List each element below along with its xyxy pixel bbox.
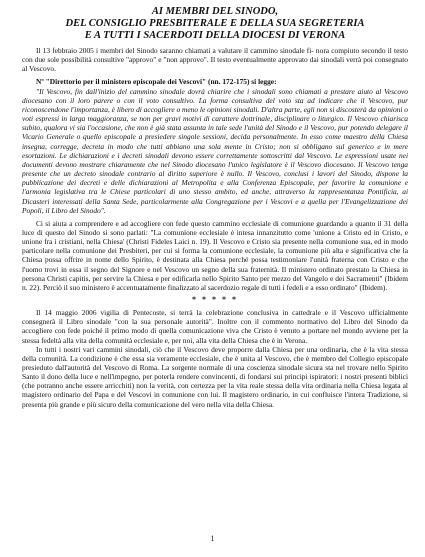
header-line-2: DEL CONSIGLIO PRESBITERALE E DELLA SUA SEGRETERIA bbox=[65, 18, 365, 29]
paragraph-intro: Il 13 febbraio 2005 i membri del Sinodo saranno chiamati a valutare il cammino sinodale fi- nora compiuto secondo il testo con due sole possibilità consultive "approvo" e "non approvo". Il testo eventualmente approvato dai sinodali verrà poi consegnato al Vescovo. bbox=[22, 46, 408, 74]
paragraph-magisterium: In tutti i nostri vari cammini sinodali, ciò che il Vescovo deve proporre dalla Chiesa per una ordinaria, che è la vita stessa della comunità. La condizione è che essa sia veramente ecclesiale, che è unita al Vescovo, che è membro del Collegio episcopale presieduto dall'autorità del Vescovo di Roma. La sorgente normale di una coscienza sinodale sicura sta nel trovare nello Spirito Santo il dono della luce e nell'impegno, per poterla rendere convincenti, di fondarsi sui principi ispiratori: i nostri presenti biblici (che potranno anche essere arricchiti) non la verità, con certezza per la vita reale stessa della vita ordinaria nella Chiesa legata al magistero ordinario del Papa e del Vescovi in comunione con lui. Il magistero ordinario, in cui confluisce l'intera Tradizione, si presenta più grande e più sicuro della comunicazione del vero nella vita della Chiesa. bbox=[22, 344, 408, 409]
paragraph-communion: Ci si aiuta a comprendere e ad accogliere con fede questo cammino ecclesiale di comunione guardando a quanto il 31 della luce di questo del Sinodo si sono parlati: "La comunione ecclesiale è intesa innanzitutto come 'unione a Cristo ed in Cristo, e unione fra i cristiani, nella Chiesa' (Christi Fideles Laici n. 19). Il Vescovo e Cristo sia presente nella comunione sua, ed in modo particolare nella comunione dei Presbiteri, per cui si forma la comunione ecclesiale, la comunione più alta e significativa che la Chiesa possa offrire in nome dello Spirito, è destinata alla Chiesa perché possa testimoniare l'unità fraterna con Cristo e che l'uomo trovi in essa il segno del Signore e nel Vescovo un segno della sua fraternità. Il ministero ordinato prestato la Chiesa in persona Christi capitis, per servire la Chiesa e per edificarla nello Spirito Santo per mezzo del Vangelo e dei Sacramenti" (Ibidem n. 22). Perciò il suo ministero è accentuatamente finalizzato al sacerdozio regale di tutti i fedeli e a esso ordinato" (Ibidem). bbox=[22, 218, 408, 292]
paragraph-directory-quote: "Il Vescovo, fin dall'inizio del cammino sinodale dovrà chiarire che i sinodali sono chiamati a prestare aiuto al Vescovo diocesano con il loro parere o con il voto consultivo. La forma consultiva del voto sta ad indicare che il Vescovo, pur riconoscendone l'importanza, è libero di accogliere o meno le opinioni sinodali. D'altra parte, egli non si discosterà da opinioni o voti espressi in larga maggioranza, se non per gravi motivi di carattere dottrinale, disciplinare o liturgico. Il Vescovo chiarisca subito, qualora vi sia l'occasione, che non è già stata assunta in tale sede l'unità del Sinodo e il Vescovo, pur potendo delegare il Vicario Generale o quello episcopale a presiedere singole sessioni, decida personalmente. In esso come maestro della Chiesa insegna, corregge, decreta in modo che tutti abbiano una sola mente in Cristo; non si obbligano sul generico e in mere esortazioni. Le dichiarazioni e i decreti sinodali devono essere correttamente sottoscritti dal Vescovo. Le espressioni usate nei documenti devono mostrare chiaramente che nel Sinodo diocesano l'unico legislatore è il Vescovo diocesano. Il Vescovo tenga presente che un decreto sinodale contrario al diritto superiore è nullo. Il Vescovo, conclusi i lavori del Sinodo, dispone la pubblicazione dei decreti e delle dichiarazioni al Metropolita e alla Conferenza Episcopale, per favorire la comunione e l'armonia legislativa tra le Chiese particolari di uno stesso ambito, ed anche, attraverso la rappresentanza Pontificia, ai Dicasteri interessati della Santa Sede, particolarmente alla Congregazione per i Vescovi e a quella per l'Evangelizzazione dei Popoli, il Libro del Sinodo". bbox=[22, 86, 408, 215]
document-page bbox=[22, 6, 408, 409]
header-line-3: E A TUTTI I SACERDOTI DELLA DIOCESI DI VERONA bbox=[84, 30, 346, 41]
page-number: 1 bbox=[210, 534, 215, 543]
paragraph-celebration: Il 14 maggio 2006 vigilia di Pentecoste, si terrà la celebrazione conclusiva in cattedrale e il Vescovo ufficialmente consegnerà il Libro sinodale "con la sua personale autorità". Inoltre con il commento normativo del Libro del Sinodo da accogliere con fede poiché il primo modo di quella comunicazione viva che Cristo è venuto a portare nel mondo avviene per la stessa fedeltà alla vita della comunità ecclesiale e, per noi, alla vita della Chiesa che è in Verona. bbox=[22, 308, 408, 345]
section-separator: * * * * * bbox=[192, 295, 238, 305]
header-line-1: AI MEMBRI DEL SINODO, bbox=[151, 6, 279, 17]
document-header bbox=[22, 6, 408, 42]
paragraph-directory-heading: Nº "Direttorio per il ministero episcopale dei Vescovi" (nn. 172-175) si legge: bbox=[36, 77, 277, 87]
